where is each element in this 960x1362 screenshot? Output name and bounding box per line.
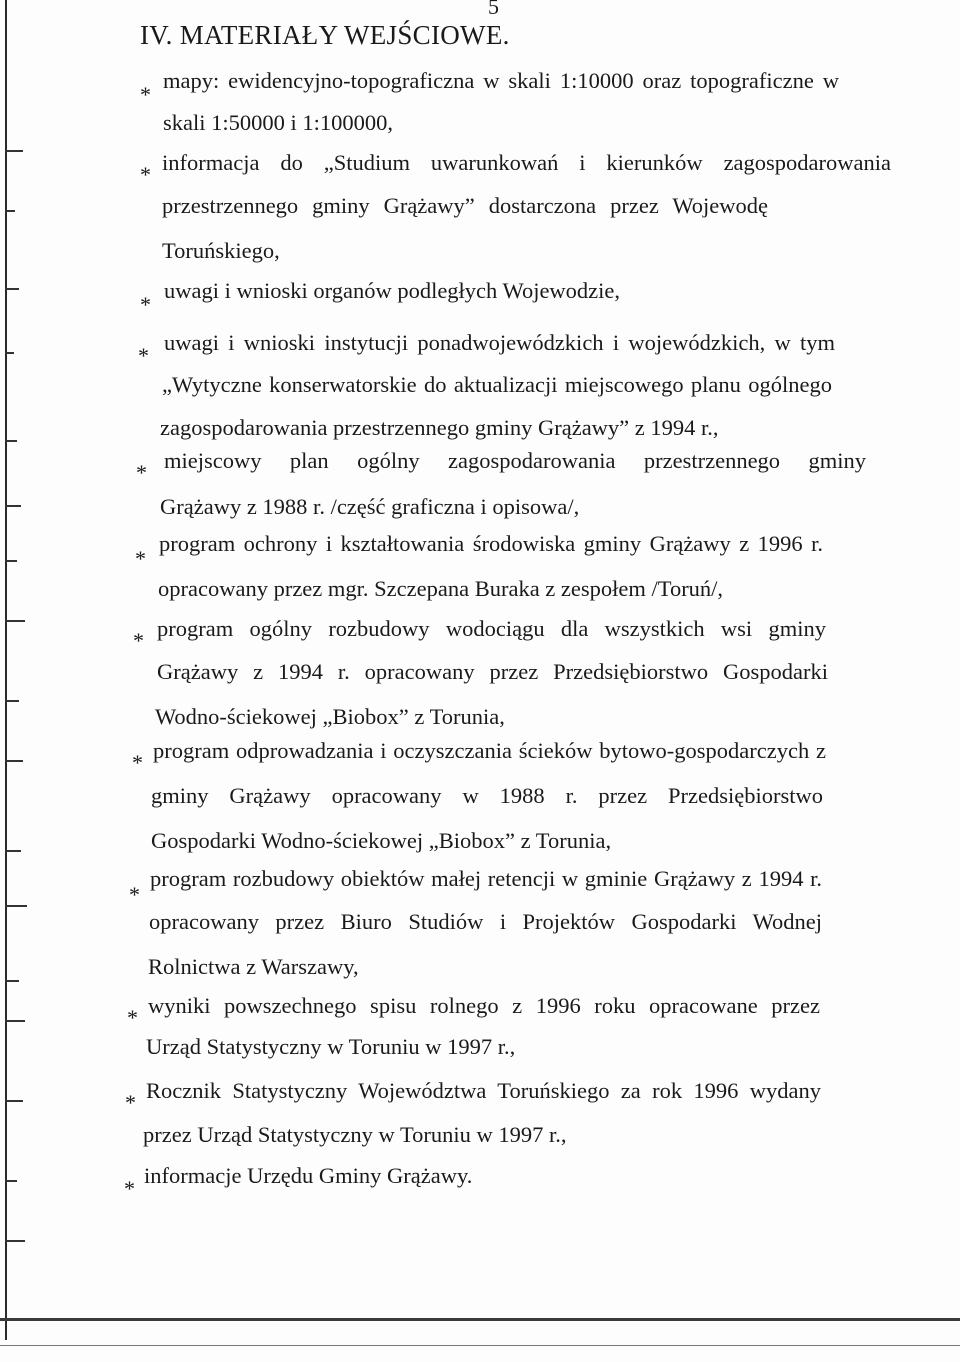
list-item-line: uwagi i wnioski instytucji ponadwojewódzkich i wojewódzkich, w tym (164, 330, 835, 355)
list-item-line: zagospodarowania przestrzennego gminy Grążawy” z 1994 r., (160, 415, 719, 440)
list-bullet: * (135, 546, 146, 571)
list-bullet: * (129, 882, 140, 907)
page-number: 5 (488, 0, 499, 19)
list-bullet: * (125, 1090, 136, 1115)
list-item-line: uwagi i wnioski organów podległych Wojewodzie, (164, 278, 621, 303)
list-item-line: opracowany przez mgr. Szczepana Buraka z zespołem /Toruń/, (158, 576, 724, 601)
list-item-line: „Wytyczne konserwatorskie do aktualizacji miejscowego planu ogólnego (162, 372, 832, 397)
list-item-line: przestrzennego gminy Grążawy” dostarczona przez Wojewodę (162, 193, 768, 218)
list-item-line: wyniki powszechnego spisu rolnego z 1996 roku opracowane przez (148, 993, 820, 1018)
list-bullet: * (136, 460, 147, 485)
list-bullet: * (124, 1176, 135, 1201)
list-bullet: * (140, 82, 151, 107)
list-item-line: mapy: ewidencyjno-topograficzna w skali 1:10000 oraz topograficzne w (163, 68, 839, 93)
list-item-line: Wodno-ściekowej „Biobox” z Torunia, (155, 704, 505, 729)
list-item-line: przez Urząd Statystyczny w Toruniu w 1997 r., (143, 1122, 567, 1147)
list-item-line: Rocznik Statystyczny Województwa Toruńskiego za rok 1996 wydany (146, 1078, 821, 1103)
list-item-line: informacje Urzędu Gminy Grążawy. (144, 1163, 473, 1188)
list-item-line: Gospodarki Wodno-ściekowej „Biobox” z Torunia, (151, 828, 612, 853)
list-item-line: program ogólny rozbudowy wodociągu dla wszystkich wsi gminy (157, 616, 826, 641)
list-item-line: opracowany przez Biuro Studiów i Projektów Gospodarki Wodnej (149, 909, 822, 934)
list-item-line: Grążawy z 1988 r. /część graficzna i opisowa/, (160, 494, 580, 519)
list-bullet: * (127, 1005, 138, 1030)
list-bullet: * (138, 343, 149, 368)
list-item-line: Grążawy z 1994 r. opracowany przez Przedsiębiorstwo Gospodarki (157, 659, 828, 684)
list-bullet: * (140, 292, 151, 317)
list-bullet: * (140, 162, 151, 187)
list-bullet: * (133, 628, 144, 653)
section-heading: IV. MATERIAŁY WEJŚCIOWE. (140, 20, 510, 50)
list-item-line: gminy Grążawy opracowany w 1988 r. przez Przedsiębiorstwo (151, 783, 823, 808)
list-item-line: Rolnictwa z Warszawy, (148, 954, 359, 979)
list-item-line: miejscowy plan ogólny zagospodarowania przestrzennego gminy (164, 448, 866, 473)
list-item-line: program odprowadzania i oczyszczania ścieków bytowo-gospodarczych z (153, 738, 826, 763)
list-bullet: * (132, 750, 143, 775)
list-item-line: informacja do „Studium uwarunkowań i kierunków zagospodarowania (162, 150, 891, 175)
list-item-line: program rozbudowy obiektów małej retencji w gminie Grążawy z 1994 r. (150, 866, 822, 891)
list-item-line: skali 1:50000 i 1:100000, (163, 110, 393, 135)
list-item-line: Urząd Statystyczny w Toruniu w 1997 r., (146, 1034, 516, 1059)
list-item-line: program ochrony i kształtowania środowiska gminy Grążawy z 1996 r. (159, 531, 823, 556)
list-item-line: Toruńskiego, (162, 238, 280, 263)
